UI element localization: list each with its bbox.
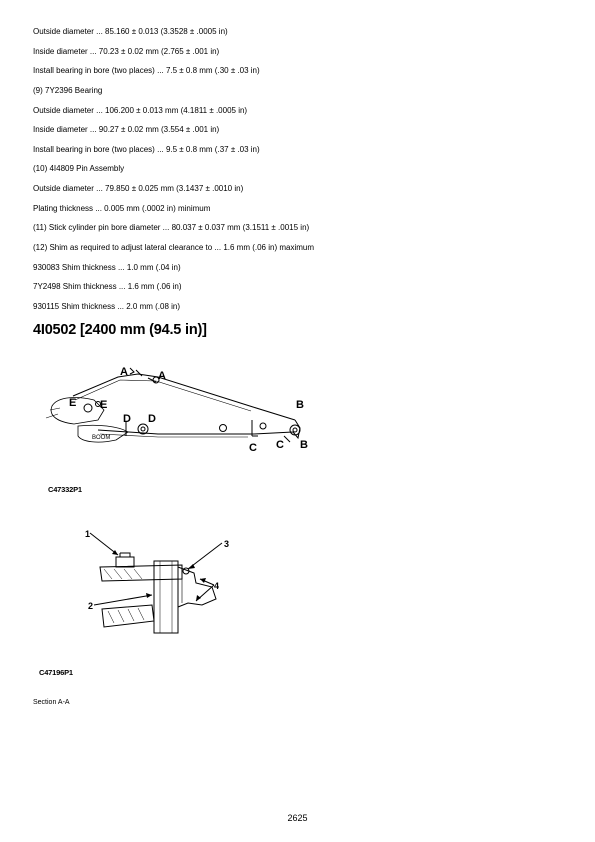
spec-line: (10) 4I4809 Pin Assembly bbox=[33, 164, 125, 174]
boom-label: BOOM bbox=[92, 435, 111, 441]
section-label-c: C bbox=[249, 442, 257, 454]
section-label-d: D bbox=[148, 413, 156, 425]
callout-3: 3 bbox=[224, 539, 230, 549]
spec-line: Inside diameter ... 90.27 ± 0.02 mm (3.554 ± .001 in) bbox=[33, 125, 220, 135]
spec-line: Plating thickness ... 0.005 mm (.0002 in) minimum bbox=[33, 203, 211, 213]
spec-line: (11) Stick cylinder pin bore diameter ... 80.037 ± 0.037 mm (3.1511 ± .0015 in) bbox=[33, 223, 310, 233]
section-label-c: C bbox=[276, 439, 284, 451]
spec-line: Outside diameter ... 106.200 ± 0.013 mm (4.1811 ± .0005 in) bbox=[33, 105, 248, 115]
section-a-a-figure bbox=[82, 527, 242, 637]
section-label-a: A bbox=[158, 370, 166, 382]
section-label-b: B bbox=[300, 439, 308, 451]
spec-line: 930083 Shim thickness ... 1.0 mm (.04 in) bbox=[33, 262, 181, 272]
spec-line: Install bearing in bore (two places) ... 7.5 ± 0.8 mm (.30 ± .03 in) bbox=[33, 66, 260, 76]
spec-line: Outside diameter ... 85.160 ± 0.013 (3.3528 ± .0005 in) bbox=[33, 27, 228, 36]
section-label-d: D bbox=[123, 413, 131, 425]
section-label-e: E bbox=[69, 397, 77, 409]
section-heading: 4I0502 [2400 mm (94.5 in)] bbox=[33, 322, 207, 338]
spec-line: Outside diameter ... 79.850 ± 0.025 mm (3.1437 ± .0010 in) bbox=[33, 184, 244, 194]
spec-line: (9) 7Y2396 Bearing bbox=[33, 85, 103, 95]
section-label: Section A-A bbox=[33, 699, 70, 706]
figure-caption: C47196P1 bbox=[39, 668, 73, 677]
section-label-a: A bbox=[120, 366, 128, 378]
callout-2: 2 bbox=[88, 601, 94, 611]
spec-line: Install bearing in bore (two places) ... 9.5 ± 0.8 mm (.37 ± .03 in) bbox=[33, 144, 260, 154]
section-label-e: E bbox=[100, 399, 108, 411]
figure-caption: C47332P1 bbox=[48, 485, 82, 494]
callout-4: 4 bbox=[214, 581, 220, 591]
page-number: 2625 bbox=[287, 813, 308, 823]
section-a-a-drawing bbox=[82, 527, 242, 637]
spec-line: Inside diameter ... 70.23 ± 0.02 mm (2.765 ± .001 in) bbox=[33, 46, 220, 56]
spec-line: 930115 Shim thickness ... 2.0 mm (.08 in) bbox=[33, 301, 181, 311]
section-label-b: B bbox=[296, 399, 304, 411]
spec-line: (12) Shim as required to adjust lateral clearance to ... 1.6 mm (.06 in) maximum bbox=[33, 243, 314, 253]
specification-list bbox=[33, 27, 573, 322]
callout-1: 1 bbox=[85, 529, 91, 539]
stick-side-view-figure bbox=[38, 360, 318, 460]
stick-side-view-drawing bbox=[38, 360, 318, 460]
spec-line: 7Y2498 Shim thickness ... 1.6 mm (.06 in) bbox=[33, 282, 182, 292]
